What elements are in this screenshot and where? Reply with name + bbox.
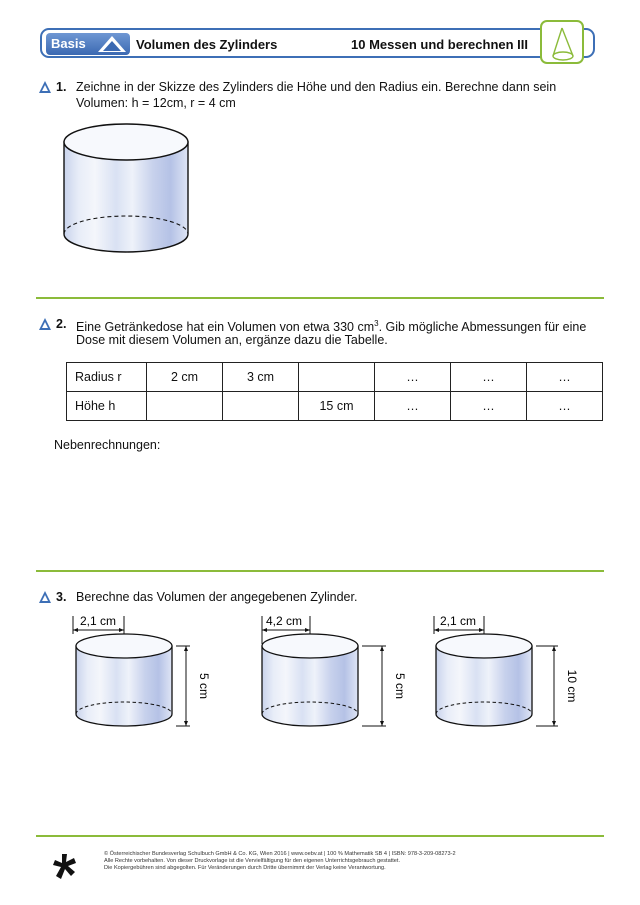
- publisher-logo-icon: [50, 852, 80, 882]
- task-2-text-line1: Eine Getränkedose hat ein Volumen von etwa 330 $cm^3$. Gib mögliche Abmessungen für eine: [76, 319, 587, 335]
- table-cell[interactable]: …: [451, 363, 527, 392]
- cylinder-a: [66, 610, 226, 740]
- task-3-text: Berechne das Volumen der angegebenen Zylinder.: [76, 590, 358, 604]
- diameter-label: 2,1 cm: [80, 614, 117, 628]
- dimensions-table: [66, 362, 603, 421]
- height-label: 5 cm: [197, 672, 211, 700]
- cone-logo: [540, 20, 584, 64]
- table-cell[interactable]: 3 cm: [223, 363, 299, 392]
- table-cell[interactable]: [147, 392, 223, 421]
- footer-line: Die Kopiergebühren sind abgegolten. Für Veränderungen durch Dritte übernimmt der Verlag keine Verantwortung.: [104, 865, 386, 872]
- basis-level-icon: [38, 590, 52, 604]
- notes-label: Nebenrechnungen:: [54, 438, 161, 452]
- table-row: [67, 392, 603, 421]
- table-cell[interactable]: 15 cm: [299, 392, 375, 421]
- table-cell[interactable]: …: [527, 363, 603, 392]
- cylinder-c: [426, 610, 586, 740]
- task-1-number: 1.: [56, 80, 67, 94]
- diameter-label: 4,2 cm: [266, 614, 303, 628]
- basis-level-icon: [38, 80, 52, 94]
- table-cell: Radius r: [67, 363, 147, 392]
- level-badge-label: Basis: [51, 36, 86, 51]
- table-cell[interactable]: [299, 363, 375, 392]
- footer-line: Alle Rechte vorbehalten. Von dieser Druckvorlage ist die Vervielfältigung für den eigenen Unterrichtsgebrauch gestattet.: [104, 858, 401, 865]
- footer-line: © Österreichischer Bundesverlag Schulbuch GmbH & Co. KG, Wien 2016 | www.oebv.at | 100 % Mathematik SB 4 | ISBN: 978-3-209-08273-2: [104, 851, 456, 857]
- cylinder-sketch-large: [58, 122, 194, 274]
- height-label: 10 cm: [565, 669, 579, 703]
- table-cell[interactable]: [223, 392, 299, 421]
- table-cell[interactable]: …: [451, 392, 527, 421]
- cone-icon: [550, 26, 576, 62]
- task-3-number: 3.: [56, 590, 67, 604]
- basis-level-icon: [38, 317, 52, 331]
- table-row: [67, 363, 603, 392]
- page-title: Volumen des Zylinders: [136, 37, 278, 52]
- copyright-footer: [104, 851, 456, 873]
- section-divider: [36, 570, 604, 572]
- pyramid-level-icon: [97, 35, 127, 53]
- section-divider: [36, 297, 604, 299]
- height-label: 5 cm: [393, 672, 407, 700]
- table-cell[interactable]: …: [375, 392, 451, 421]
- level-badge: [46, 33, 130, 55]
- table-cell[interactable]: …: [527, 392, 603, 421]
- table-cell: Höhe h: [67, 392, 147, 421]
- table-cell[interactable]: 2 cm: [147, 363, 223, 392]
- cylinder-b: [252, 610, 412, 740]
- task-2-number: 2.: [56, 317, 67, 331]
- task-1-text-line1: Zeichne in der Skizze des Zylinders die Höhe und den Radius ein. Berechne dann sein: [76, 80, 557, 94]
- table-cell[interactable]: …: [375, 363, 451, 392]
- diameter-label: 2,1 cm: [440, 614, 477, 628]
- task-1-text-line2: Volumen: h = 12cm, r = 4 cm: [76, 96, 236, 110]
- chapter-title: 10 Messen und berechnen III: [351, 37, 528, 52]
- task-2-text-line2: Dose mit diesem Volumen an, ergänze dazu die Tabelle.: [76, 333, 388, 347]
- section-divider: [36, 835, 604, 837]
